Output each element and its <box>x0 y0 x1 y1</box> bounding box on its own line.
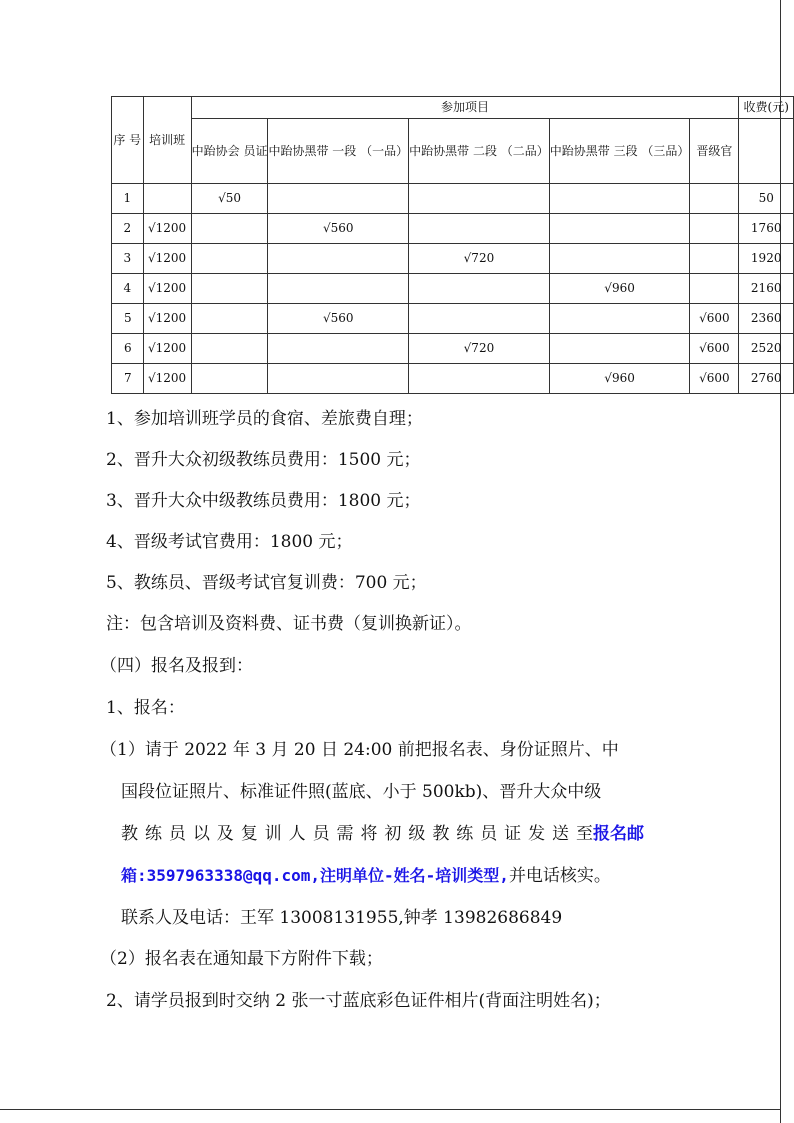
header-row-2 <box>112 119 794 184</box>
cell-dan3 <box>549 244 690 274</box>
cell-dan1: √560 <box>268 304 409 334</box>
cell-dan3: √960 <box>549 364 690 394</box>
table-row <box>112 364 794 394</box>
cell-member <box>191 214 268 244</box>
cell-seq: 5 <box>112 304 144 334</box>
registration-para-line-4 <box>121 864 741 888</box>
cell-fee: 1920 <box>739 244 794 274</box>
section-title: （四）报名及报到： <box>100 656 253 676</box>
header-training: 培训班 <box>143 97 191 184</box>
cell-fee: 1760 <box>739 214 794 244</box>
note-line-1: 1、参加培训班学员的食宿、差旅费自理； <box>106 409 423 429</box>
cell-examiner: √600 <box>690 364 739 394</box>
cell-seq: 3 <box>112 244 144 274</box>
cell-fee: 50 <box>739 184 794 214</box>
header-dan3: 中跆协黑带 三段 （三品） <box>549 119 690 184</box>
cell-dan3 <box>549 334 690 364</box>
header-member: 中跆协会 员证 <box>191 119 268 184</box>
cell-fee: 2760 <box>739 364 794 394</box>
header-dan1: 中跆协黑带 一段 （一品） <box>268 119 409 184</box>
cell-member: √50 <box>191 184 268 214</box>
cell-training: √1200 <box>143 274 191 304</box>
cell-training: √1200 <box>143 364 191 394</box>
cell-dan2 <box>409 184 550 214</box>
cell-member <box>191 274 268 304</box>
cell-dan1 <box>268 274 409 304</box>
table-row <box>112 304 794 334</box>
header-row-1 <box>112 97 794 119</box>
cell-seq: 1 <box>112 184 144 214</box>
table-row <box>112 244 794 274</box>
cell-training: √1200 <box>143 214 191 244</box>
cell-examiner: √600 <box>690 304 739 334</box>
cell-examiner <box>690 274 739 304</box>
email-label: 报名邮 <box>593 824 644 844</box>
header-fee: 收费(元) <box>739 97 794 119</box>
cell-dan3 <box>549 184 690 214</box>
cell-seq: 4 <box>112 274 144 304</box>
cell-fee: 2160 <box>739 274 794 304</box>
registration-para-line-3 <box>121 822 741 846</box>
cell-dan1 <box>268 184 409 214</box>
header-dan2: 中跆协黑带 二段 （二品） <box>409 119 550 184</box>
cell-dan1 <box>268 334 409 364</box>
cell-dan2: √720 <box>409 334 550 364</box>
email-address: 箱:3597963338@qq.com,注明单位-姓名-培训类型, <box>121 866 509 885</box>
cell-dan1 <box>268 364 409 394</box>
cell-dan2: √720 <box>409 244 550 274</box>
registration-para-2: （2）报名表在通知最下方附件下载； <box>100 949 383 969</box>
registration-para-line-2: 国段位证照片、标准证件照(蓝底、小于 500kb)、晋升大众中级 <box>121 782 602 802</box>
cell-seq: 6 <box>112 334 144 364</box>
note-line-5: 5、教练员、晋级考试官复训费：700 元； <box>106 573 427 593</box>
cell-member <box>191 244 268 274</box>
cell-examiner: √600 <box>690 334 739 364</box>
header-seq: 序 号 <box>112 97 144 184</box>
registration-para-line-1: （1）请于 2022 年 3 月 20 日 24:00 前把报名表、身份证照片、中 <box>100 740 619 760</box>
cell-dan2 <box>409 364 550 394</box>
item1-title: 1、报名： <box>106 698 185 718</box>
cell-training: √1200 <box>143 334 191 364</box>
cell-dan3 <box>549 214 690 244</box>
cell-fee: 2360 <box>739 304 794 334</box>
cell-seq: 2 <box>112 214 144 244</box>
page-border-bottom <box>0 1109 781 1110</box>
cell-dan3: √960 <box>549 274 690 304</box>
table-row <box>112 274 794 304</box>
fee-table <box>111 96 794 394</box>
phone-verify-text: 并电话核实。 <box>508 866 611 886</box>
table-row <box>112 184 794 214</box>
registration-para-line-3-text: 教练员以及复训人员需将初级教练员证发送至 <box>121 824 593 844</box>
header-fee-blank <box>739 119 794 184</box>
note-line-3: 3、晋升大众中级教练员费用：1800 元； <box>106 491 421 511</box>
cell-examiner <box>690 244 739 274</box>
cell-fee: 2520 <box>739 334 794 364</box>
header-items: 参加项目 <box>191 97 739 119</box>
cell-member <box>191 304 268 334</box>
note-line-4: 4、晋级考试官费用：1800 元； <box>106 532 353 552</box>
cell-seq: 7 <box>112 364 144 394</box>
cell-dan1 <box>268 244 409 274</box>
cell-member <box>191 334 268 364</box>
cell-examiner <box>690 214 739 244</box>
cell-training <box>143 184 191 214</box>
cell-member <box>191 364 268 394</box>
table-row <box>112 214 794 244</box>
contact-line: 联系人及电话：王军 13008131955,钟孝 13982686849 <box>121 908 563 928</box>
cell-dan2 <box>409 274 550 304</box>
header-examiner: 晋级官 <box>690 119 739 184</box>
table-row <box>112 334 794 364</box>
cell-dan2 <box>409 214 550 244</box>
cell-training: √1200 <box>143 244 191 274</box>
cell-training: √1200 <box>143 304 191 334</box>
note-line-2: 2、晋升大众初级教练员费用：1500 元； <box>106 450 421 470</box>
item2-line: 2、请学员报到时交纳 2 张一寸蓝底彩色证件相片(背面注明姓名)； <box>106 991 611 1011</box>
cell-dan1: √560 <box>268 214 409 244</box>
cell-dan3 <box>549 304 690 334</box>
cell-dan2 <box>409 304 550 334</box>
note-remark: 注：包含培训及资料费、证书费（复训换新证）。 <box>106 614 472 634</box>
cell-examiner <box>690 184 739 214</box>
